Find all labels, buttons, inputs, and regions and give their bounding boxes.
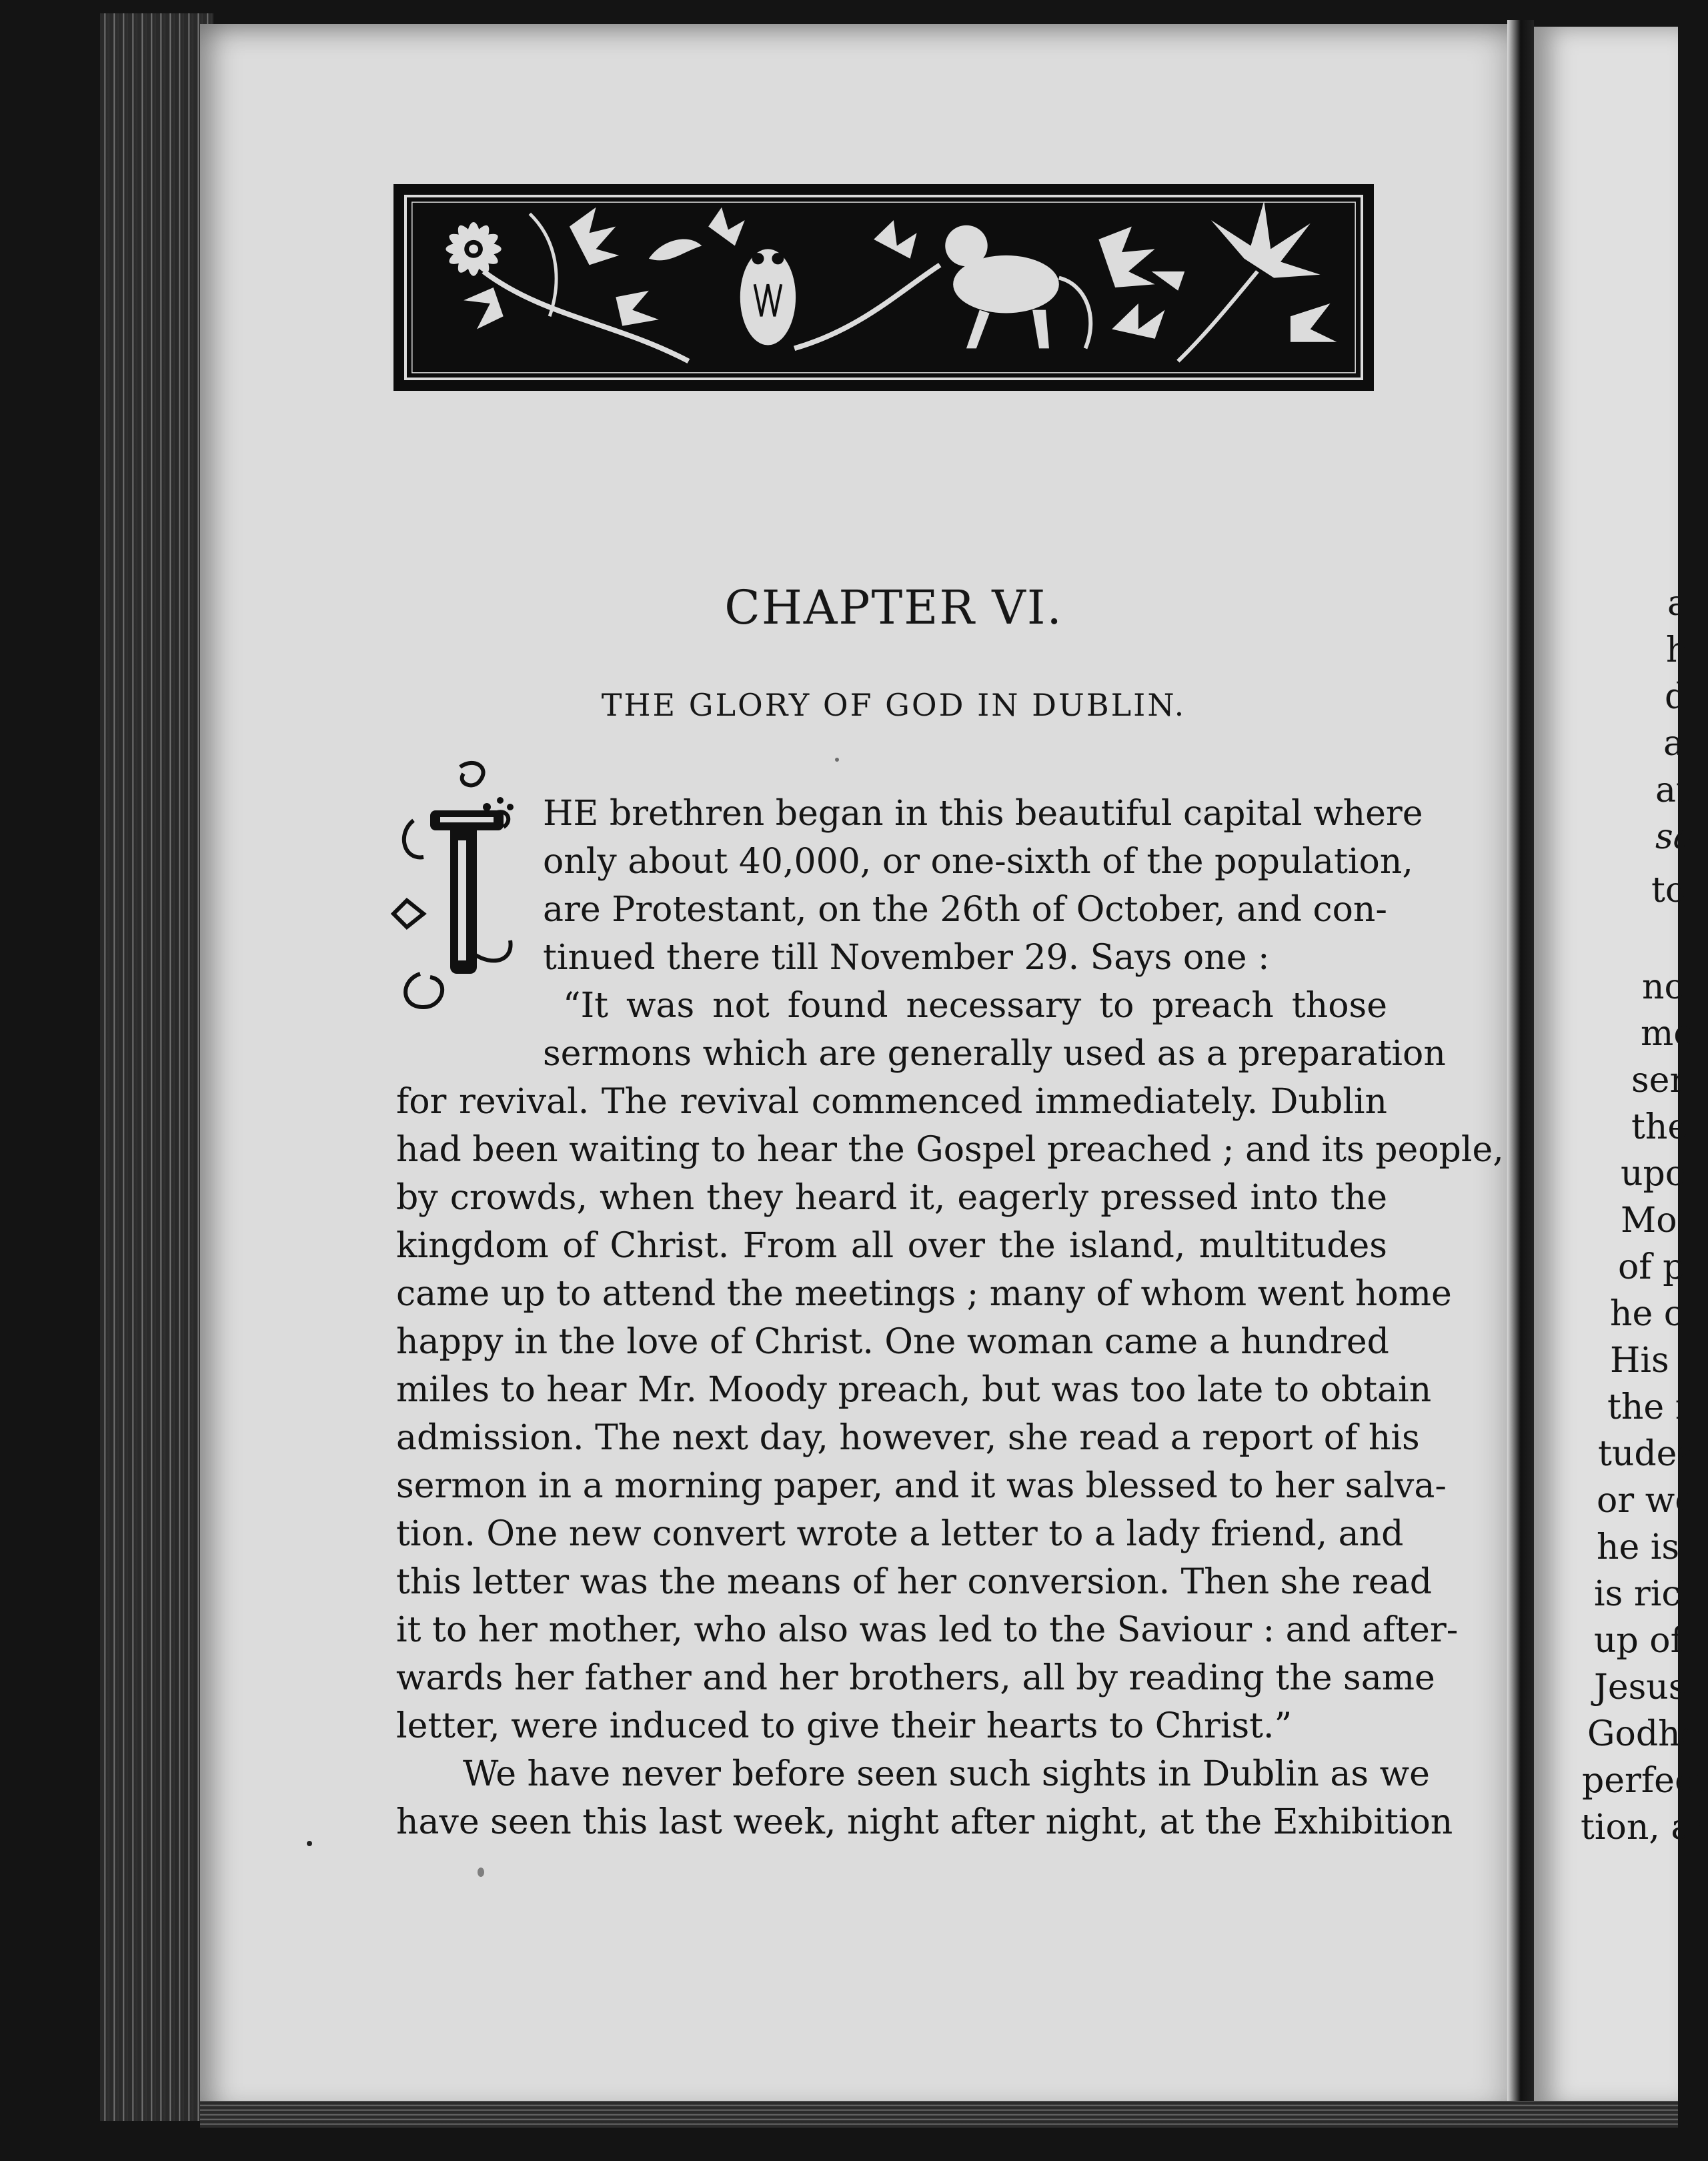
text-line: happy in the love of Christ. One woman came a hundred — [396, 1322, 1389, 1362]
right-page-fragment: tudes — [1598, 1434, 1695, 1474]
text-line: admission. The next day, however, she read a report of his — [396, 1418, 1420, 1458]
right-page-fragment: a — [1667, 584, 1689, 624]
text-line: sermon in a morning paper, and it was blessed to her salva- — [396, 1466, 1447, 1506]
right-page-fragment: no — [1642, 967, 1685, 1007]
right-page-fragment: of p — [1618, 1247, 1685, 1287]
right-page-fragment: a — [1663, 724, 1685, 764]
text-line: miles to hear Mr. Moody preach, but was too late to obtain — [396, 1370, 1432, 1410]
text-line: this letter was the means of her conversion. Then she read — [396, 1562, 1432, 1602]
right-page-fragment: is rich — [1594, 1574, 1703, 1614]
right-page-fragment: sa — [1655, 817, 1694, 857]
right-page-fragment: or we — [1597, 1481, 1695, 1521]
right-page-fragment: ser — [1631, 1060, 1687, 1101]
paper-speck — [478, 1868, 484, 1877]
right-page-fragment: he is — [1597, 1527, 1680, 1567]
right-page-fragment: to — [1651, 870, 1687, 910]
text-line: it to her mother, who also was led to the Saviour : and after- — [396, 1610, 1459, 1650]
right-page-fragment: Jesus — [1594, 1667, 1687, 1707]
text-line: by crowds, when they heard it, eagerly pressed into the — [396, 1178, 1387, 1218]
right-page-fragment: d — [1665, 677, 1687, 717]
right-page-fragment: he c — [1610, 1294, 1683, 1334]
right-page-fragment: Godhe — [1587, 1714, 1701, 1754]
text-line: letter, were induced to give their hearts to Christ.” — [396, 1706, 1293, 1746]
right-page-fragment: tion, ar — [1581, 1808, 1708, 1848]
paper-speck — [307, 1841, 312, 1846]
text-line: had been waiting to hear the Gospel preached ; and its people, — [396, 1130, 1504, 1170]
text-line: We have never before seen such sights in Dublin as we — [463, 1754, 1430, 1794]
right-page-fragment: Mo — [1621, 1201, 1677, 1241]
right-page-fragment: perfect — [1582, 1761, 1708, 1801]
right-page-fragment: me — [1641, 1014, 1695, 1054]
text-line: tion. One new convert wrote a letter to a lady friend, and — [396, 1514, 1404, 1554]
right-page-fragment: h — [1666, 630, 1689, 670]
text-line: are Protestant, on the 26th of October, and con- — [543, 890, 1387, 930]
text-line: for revival. The revival commenced immediately. Dublin — [396, 1082, 1387, 1122]
book-page-stack — [100, 13, 213, 2121]
text-line: “It was not found necessary to preach those — [563, 986, 1387, 1026]
floral-ornament-banner-icon — [393, 184, 1374, 391]
text-line: wards her father and her brothers, all by reading the same — [396, 1658, 1435, 1698]
right-page-fragment: at — [1655, 770, 1690, 810]
text-line: kingdom of Christ. From all over the island, multitudes — [396, 1226, 1387, 1266]
right-page-fragment: up of — [1594, 1621, 1683, 1661]
text-line: only about 40,000, or one-sixth of the population, — [543, 842, 1413, 882]
chapter-number: CHAPTER VI. — [724, 580, 1063, 635]
chapter-title: THE GLORY OF GOD IN DUBLIN. — [601, 687, 1186, 723]
paper-speck — [835, 758, 839, 762]
right-page-fragment: the r — [1607, 1387, 1692, 1427]
text-line: sermons which are generally used as a preparation — [543, 1034, 1446, 1074]
text-line: came up to attend the meetings ; many of whom went home — [396, 1274, 1452, 1314]
right-page-fragment: His — [1610, 1341, 1669, 1381]
right-page-fragment: upo — [1621, 1154, 1687, 1194]
text-line: tinued there till November 29. Says one : — [543, 938, 1270, 978]
text-line: have seen this last week, night after night, at the Exhibition — [396, 1802, 1453, 1842]
right-page-fragment: the — [1631, 1107, 1689, 1147]
book-gutter — [1507, 20, 1534, 2121]
book-bottom-edge — [200, 2101, 1678, 2128]
body-text — [396, 790, 1504, 1846]
text-line: HE brethren began in this beautiful capital where — [543, 794, 1423, 834]
